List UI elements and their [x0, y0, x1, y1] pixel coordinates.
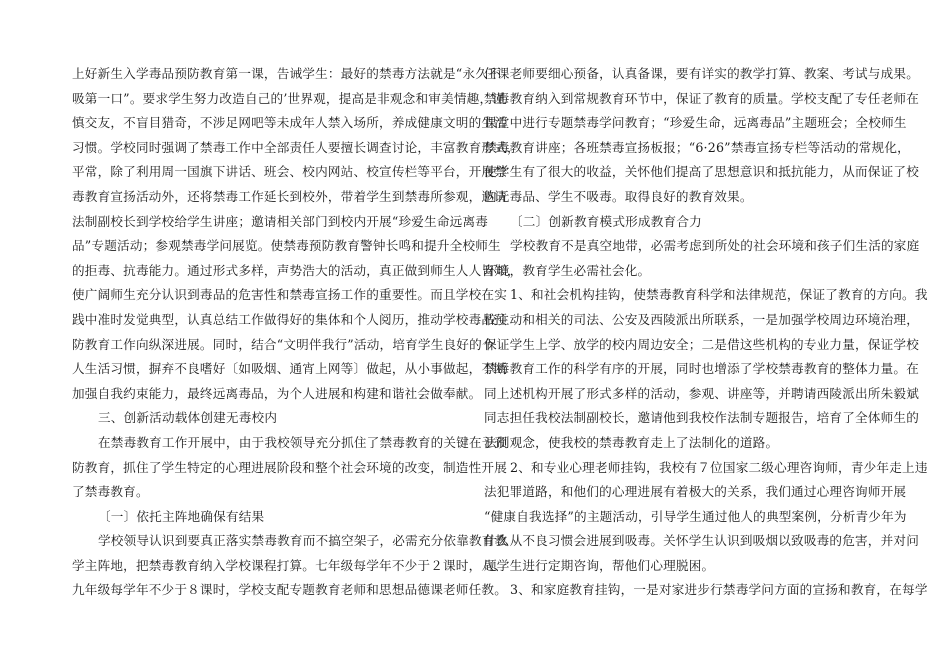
text-line: 加强自我约束能力，最终远离毒品，为个人进展和构建和谐社会做奉献。: [72, 385, 482, 401]
text-line: 〔一〕依托主阵地确保有结果: [98, 508, 265, 524]
text-line: 平常，除了利用周一国旗下讲话、班会、校内网站、校宣传栏等平台，开展禁: [72, 164, 507, 180]
text-line: 品”专题活动；参观禁毒学问展览。使禁毒预防教育警钟长鸣和提升全校师生: [72, 238, 501, 254]
text-line: 防教育工作向纵深进展。同时，结合“文明伴我行”活动，培育学生良好的个: [72, 336, 495, 352]
text-line: 法制副校长到学校给学生讲座；邀请相关部门到校内开展“珍爱生命远离毒: [72, 213, 489, 229]
text-line: 1、和社会机构挂钩，使禁毒教育科学和法律规范，保证了教育的方向。我: [510, 287, 928, 303]
text-line: 法制观念，使我校的禁毒教育走上了法制化的道路。: [484, 434, 779, 450]
text-line: 题学生进行定期咨询，帮他们心理脱困。: [484, 557, 715, 573]
text-line: 习惯。学校同时强调了禁毒工作中全部责任人要擅长调查讨论，丰富教育形式，: [72, 139, 520, 155]
text-line: 使广阔师生充分认识到毒品的危害性和禁毒宣扬工作的重要性。而且学校在实: [72, 287, 507, 303]
text-line: 禁毒教育纳入到常规教育环节中，保证了教育的质量。学校支配了专任老师在: [484, 90, 919, 106]
text-line: 任课老师要细心预备，认真备课，要有详实的教学打算、教案、考试与成果。: [484, 66, 919, 81]
text-line: 学主阵地，把禁毒教育纳入学校课程打算。七年级每学年不少于２课时，八、: [72, 557, 507, 573]
text-line: 校主动和相关的司法、公安及西陵派出所联系，一是加强学校周边环境治理，: [484, 311, 919, 327]
text-line: 禁毒教育工作的科学有序的开展，同时也增添了学校禁毒教育的整体力量。在: [484, 361, 919, 377]
text-line: 吸第一口”。要求学生努力改造自己的’世界观，提高是非观念和审美情趣，谨: [72, 90, 506, 106]
text-line: 防教育，抓住了学生特定的心理进展阶段和整个社会环境的改变，制造性开展: [72, 459, 507, 475]
text-line: 慎交友，不盲目猎奇，不涉足网吧等未成年人禁入场所，养成健康文明的生活: [72, 115, 507, 131]
text-line: 保证学生上学、放学的校内周边安全；二是借这些机构的专业力量，保证学校: [484, 336, 919, 352]
text-line: 践中准时发觉典型，认真总结工作做得好的集体和个人阅历，推动学校毒品预: [72, 311, 507, 327]
text-line: 三、创新活动载体创建无毒校内: [98, 410, 278, 426]
text-line: 人生活习惯，摒弃不良嗜好〔如吸烟、通宵上网等〕做起，从小事做起，不断: [72, 361, 507, 377]
text-line: 上好新生入学毒品预防教育第一课，告诫学生：最好的禁毒方法就是“永久不: [72, 66, 501, 81]
text-line: 〔二〕创新教育模式形成教育合力: [510, 213, 702, 229]
text-line: 禁毒教育讲座；各班禁毒宣扬板报；“6·26”禁毒宣扬专栏等活动的常规化，: [484, 139, 910, 155]
text-line: 什么从不良习惯会进展到吸毒。关怀学生认识到吸烟以致吸毒的危害，并对问: [484, 533, 919, 549]
text-line: 同上述机构开展了形式多样的活动，参观、讲座等，并聘请西陵派出所朱毅斌: [484, 385, 919, 401]
text-line: 九年级每学年不少于８课时，学校支配专题教育老师和思想品德课老师任教。: [72, 582, 507, 598]
text-line: 法犯罪道路，和他们的心理进展有着极大的关系，我们通过心理咨询师开展: [484, 484, 907, 500]
text-line: 3、和家庭教育挂钩，一是对家进步行禁毒学问方面的宣扬和教育，在每学: [510, 582, 928, 598]
text-line: 环境，教育学生必需社会化。: [484, 262, 651, 278]
right-column: [484, 62, 928, 603]
text-line: 毒教育宣扬活动外，还将禁毒工作延长到校外，带着学生到禁毒所参观，邀请: [72, 188, 507, 204]
text-line: 学校领导认识到要真正落实禁毒教育而不搞空架子，必需充分依靠教育教: [98, 533, 508, 549]
text-line: 使学生有了很大的收益，关怀他们提高了思想意识和抵抗能力，从而保证了校: [484, 164, 919, 180]
text-line: 的拒毒、抗毒能力。通过形式多样，声势浩大的活动，真正做到师生人人皆知，: [72, 262, 520, 278]
text-line: 内无毒品、学生不吸毒。取得良好的教育效果。: [484, 188, 753, 204]
text-line: 了禁毒教育。: [72, 484, 149, 500]
text-line: 同志担任我校法制副校长，邀请他到我校作法制专题报告，培育了全体师生的: [484, 410, 919, 426]
text-line: “健康自我选择”的主题活动，引导学生通过他人的典型案例，分析青少年为: [484, 508, 907, 524]
text-line: 2、和专业心理老师挂钩，我校有７位国家二级心理咨询师，青少年走上违: [510, 459, 928, 475]
left-column: [72, 62, 520, 603]
text-line: 学校教育不是真空地带，必需考虑到所处的社会环境和孩子们生活的家庭: [510, 238, 920, 254]
text-line: 在禁毒教育工作开展中，由于我校领导充分抓住了禁毒教育的关键在于预: [98, 434, 508, 450]
text-line: 课堂中进行专题禁毒学问教育；“珍爱生命，远离毒品”主题班会；全校师生: [484, 115, 907, 131]
